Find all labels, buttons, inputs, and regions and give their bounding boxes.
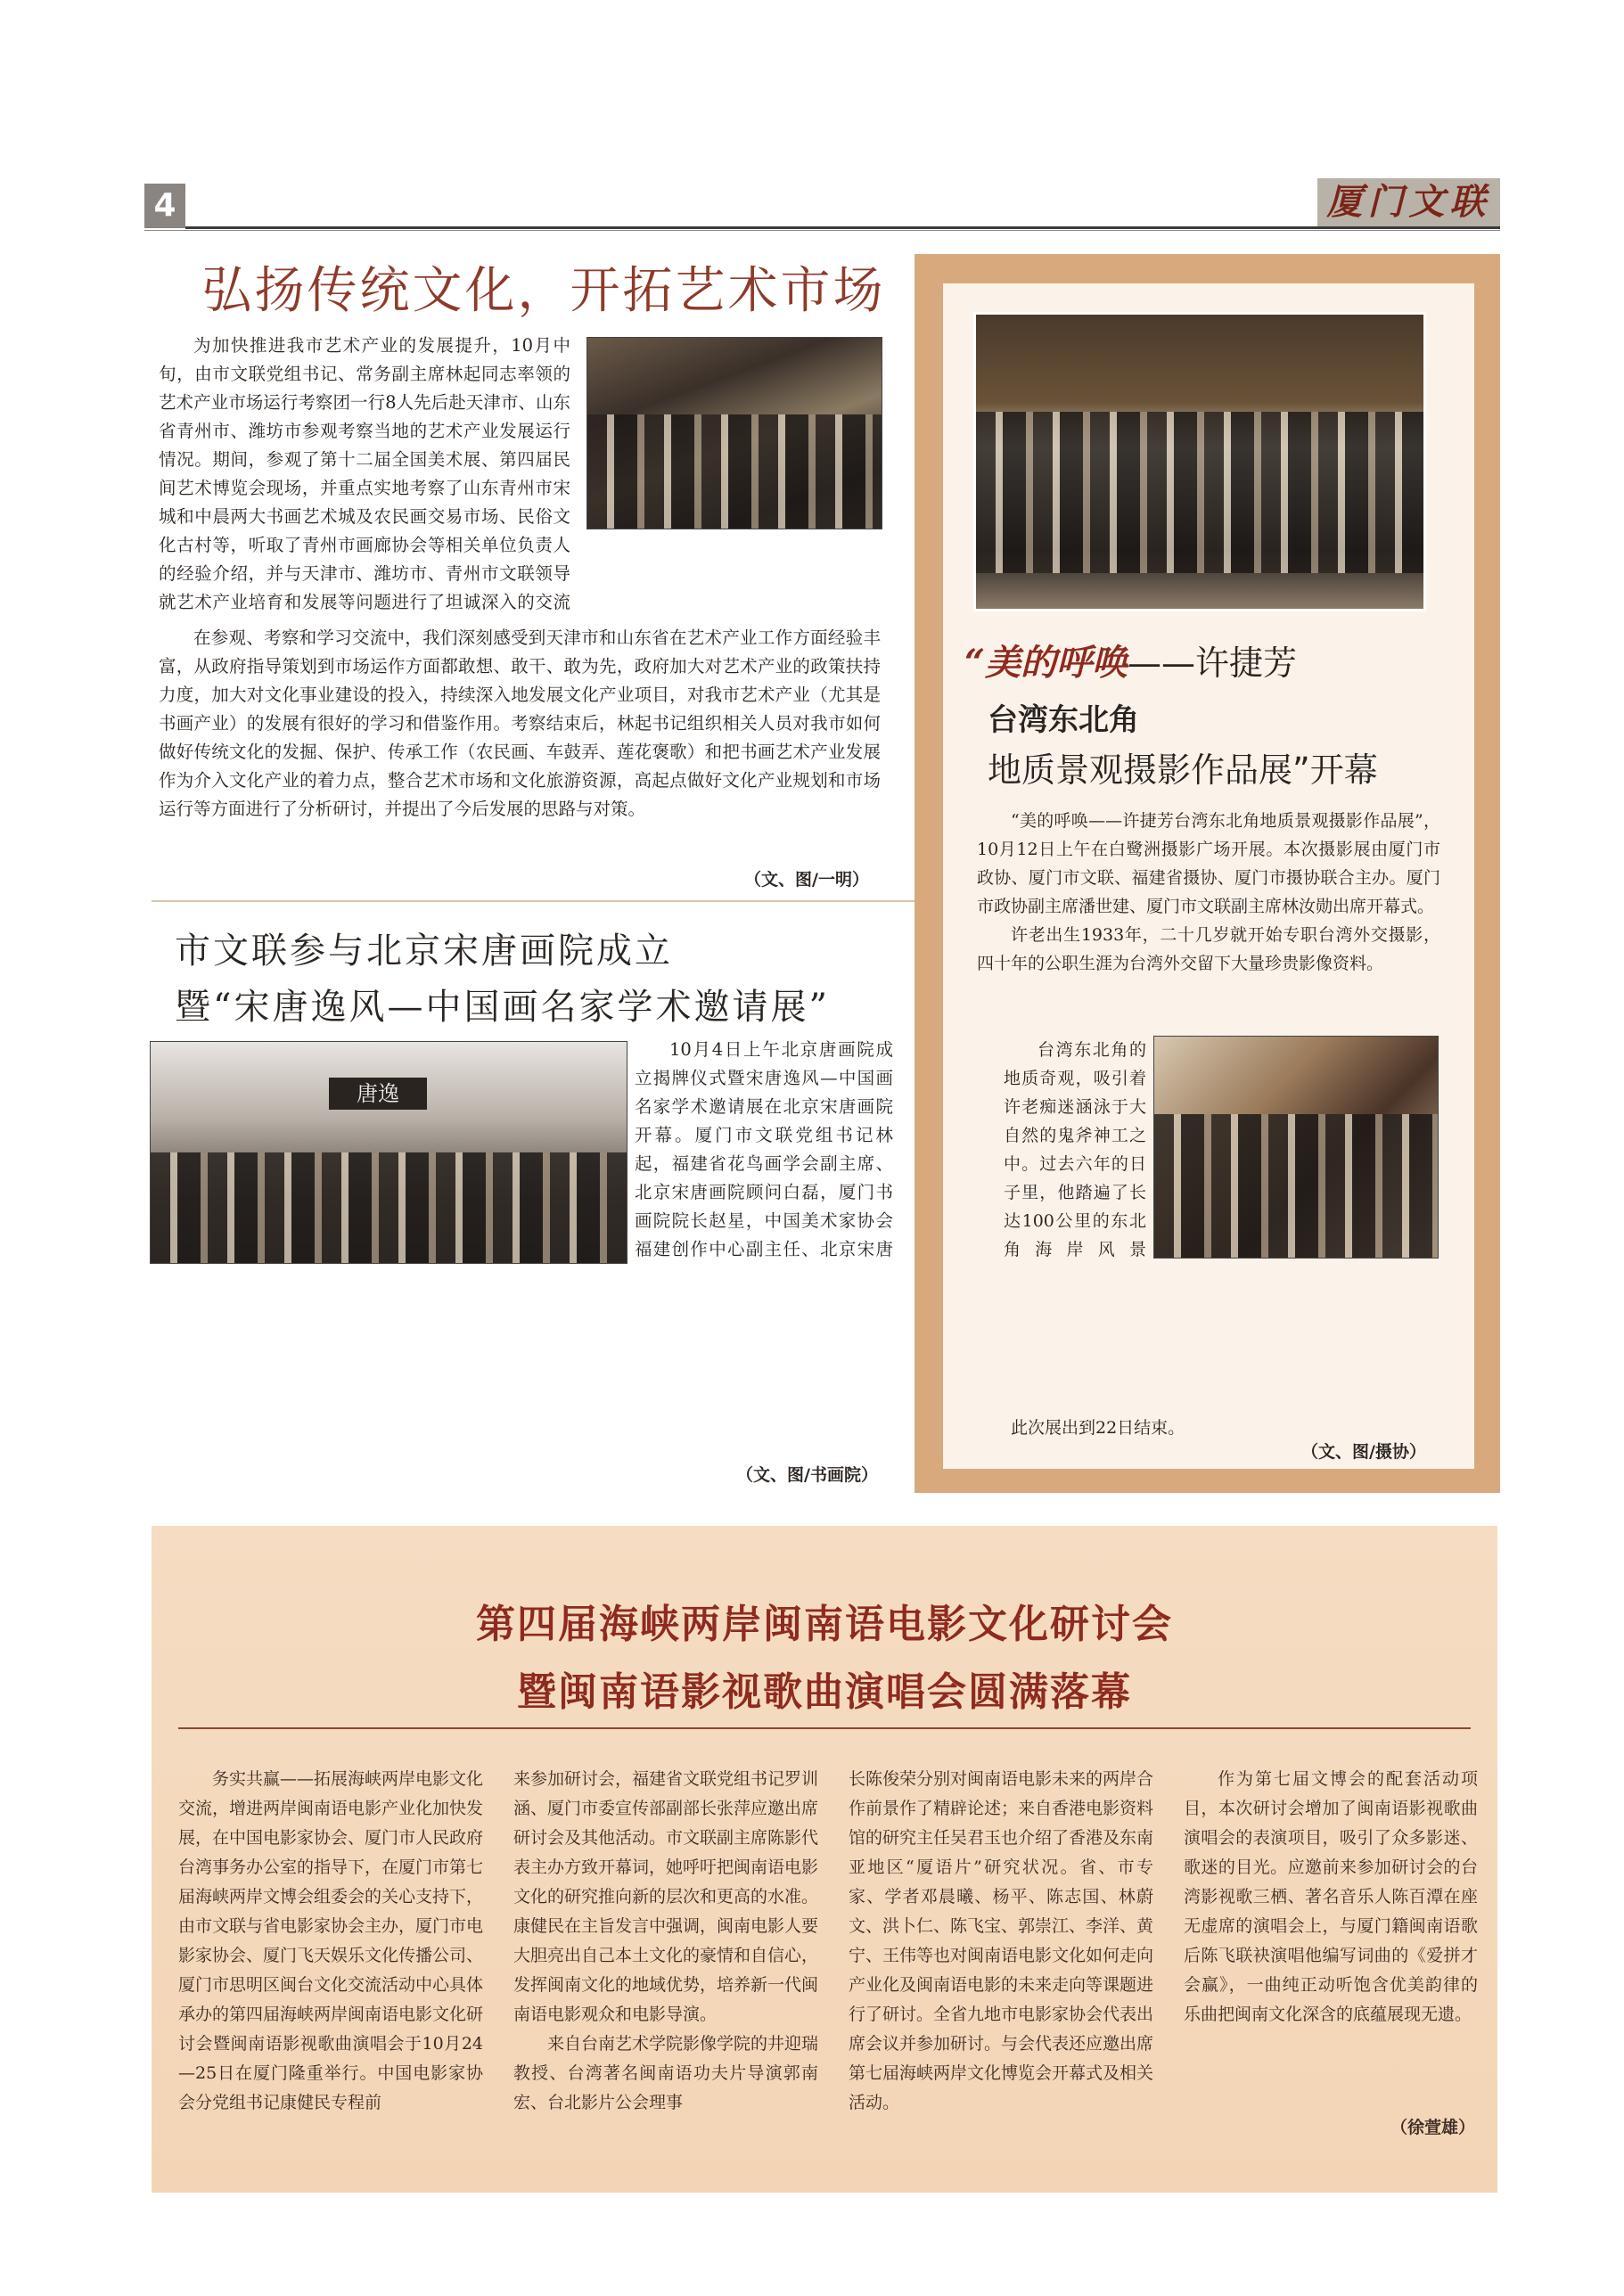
article4-column-3 <box>849 1765 1153 2184</box>
article1-byline: （文、图/一明） <box>744 870 869 890</box>
article2-text-narrow <box>635 1036 893 1266</box>
article3-title-row1 <box>964 635 1297 685</box>
article2-text-wide <box>159 1271 881 1442</box>
article1-text-narrow <box>159 332 570 617</box>
article4-column-1 <box>178 1765 483 2184</box>
article2-paragraph: 10月4日上午北京唐画院成立揭牌仪式暨宋唐逸风—中国画名家学术邀请展在北京宋唐画院开幕。厦门市文联党组书记林起，福建省花鸟画学会副主席、北京宋唐画院顾问白磊，厦门书画院院长赵星，中国美术家协会福建创作中心副主任、北京宋唐 <box>635 1039 893 1259</box>
article1-text-wide <box>159 624 881 866</box>
article2-title-line2: 暨“宋唐逸风—中国画名家学术邀请展” <box>175 987 830 1028</box>
article4-byline: （徐萱雄） <box>1390 2118 1476 2137</box>
page-number: 4 <box>144 184 185 228</box>
article3-title-a: “美的呼唤 <box>964 642 1128 684</box>
article3-photo-group <box>973 312 1426 611</box>
masthead-logo: 厦门文联 <box>1317 178 1500 226</box>
header-rule-thin <box>144 230 1500 231</box>
article3-title-d: 地质景观摄影作品展”开幕 <box>988 750 1378 790</box>
article4-col4-text: 作为第七届文博会的配套活动项目，本次研讨会增加了闽南语影视歌曲演唱会的表演项目，吸引了众多影迷、歌迷的目光。应邀前来参加研讨会的台湾影视歌三栖、著名音乐人陈百潭在座无虚席的演唱会上，与厦门籍闽南语歌后陈飞联袂演唱他编写词曲的《爱拼才会赢》，一曲纯正动听饱含优美韵律的乐曲把闽南文化深含的底蕴展现无遗。 <box>1184 1769 1478 2024</box>
article3-paragraph-4: 此次展出到22日结束。 <box>1011 1418 1185 1438</box>
article4-col1-text: 务实共赢——拓展海峡两岸电影文化交流，增进两岸闽南语电影产业化加快发展，在中国电影家协会、厦门市人民政府台湾事务办公室的指导下，在厦门市第七届海峡两岸文博会组委会的关心支持下，由市文联与省电影家协会主办，厦门市电影家协会、厦门飞天娱乐文化传播公司、厦门市思明区闽台文化交流活动中心具体承办的第四届海峡两岸闽南语电影文化研讨会暨闽南语影视歌曲演唱会于10月24—25日在厦门隆重举行。中国电影家协会分党组书记康健民专程前 <box>178 1769 483 2112</box>
photo-people-shape <box>151 1152 627 1263</box>
article3-body-narrow <box>1004 1036 1146 1266</box>
article1-title: 弘扬传统文化，开拓艺术市场 <box>201 262 886 320</box>
article1-paragraph-1: 为加快推进我市艺术产业的发展提升，10月中旬，由市文联党组书记、常务副主席林起同志率领的艺术产业市场运行考察团一行8人先后赴天津市、山东省青州市、潍坊市参观考察当地的艺术产业发展运行情况。期间，参观了第十二届全国美术展、第四届民间艺术博览会现场，并重点实地考察了山东青州市宋城和中晨两大书画艺术城及农民画交易市场、民俗文化古村等，听取了青州市画廊协会等相关单位负责人的经验介绍，并与天津市、潍坊市、青州市文联领导就艺术产业培育和发展等问题进行了坦诚深入的交流 <box>159 335 570 612</box>
article1-photo <box>586 337 882 529</box>
photo-sign: 唐逸 <box>329 1078 427 1110</box>
article3-byline: （文、图/摄协） <box>1301 1442 1426 1462</box>
article3-paragraph-3: 台湾东北角的地质奇观，吸引着许老痴迷涵泳于大自然的鬼斧神工之中。过去六年的日子里，他踏遍了长达100公里的东北角海岸风景 <box>1004 1040 1146 1259</box>
article1-paragraph-2: 在参观、考察和学习交流中，我们深刻感受到天津市和山东省在艺术产业工作方面经验丰富，从政府指导策划到市场运作方面都敢想、敢干、敢为先，政府加大对艺术产业的政策扶持力度，加大对文化事业建设的投入，持续深入地发展文化产业项目，对我市艺术产业（尤其是书画产业）的发展有很好的学习和借鉴作用。考察结束后，林起书记组织相关人员对我市如何做好传统文化的发掘、保护、传承工作（农民画、车鼓弄、莲花褒歌）和把书画艺术产业发展作为介入文化产业的着力点，整合艺术市场和文化旅游资源，高起点做好文化产业规划和市场运行等方面进行了分析研讨，并提出了今后发展的思路与对策。 <box>159 627 881 819</box>
article3-paragraph-1: “美的呼唤——许捷芳台湾东北角地质景观摄影作品展”，10月12日上午在白鹭洲摄影广场开展。本次摄影展由厦门市政协、厦门市文联、福建省摄协、厦门市摄协联合主办。厦门市政协副主席潘世建、厦门市文联副主席林汝勋出席开幕式。 <box>977 811 1440 916</box>
article3-title-b: ——许捷芳 <box>1128 644 1298 683</box>
article3-title-c: 台湾东北角 <box>988 702 1139 738</box>
article4-column-2 <box>513 1765 818 2184</box>
bottom-title-rule <box>178 1727 1471 1729</box>
article4-title-line2: 暨闽南语影视歌曲演唱会圆满落幕 <box>517 1669 1132 1715</box>
photo-people-shape <box>1154 1114 1438 1258</box>
article4-title-line1: 第四届海峡两岸闽南语电影文化研讨会 <box>476 1602 1173 1647</box>
article4-column-4 <box>1184 1765 1478 2112</box>
photo-people-shape <box>587 414 882 529</box>
article2-photo <box>150 1041 627 1264</box>
header-rule <box>185 226 1500 229</box>
article2-title-line1: 市文联参与北京宋唐画院成立 <box>175 931 673 972</box>
article4-col2-text-2: 来自台南艺术学院影像学院的井迎瑞教授、台湾著名闽南语功夫片导演郭南宏、台北影片公会理事 <box>513 2034 818 2112</box>
section-divider <box>152 900 925 902</box>
article3-body-top <box>977 807 1440 978</box>
article4-col3-text: 长陈俊荣分别对闽南语电影未来的两岸合作前景作了精辟论述；来自香港电影资料馆的研究主任吴君玉也介绍了香港及东南亚地区“厦语片”研究状况。省、市专家、学者邓晨曦、杨平、陈志国、林蔚文、洪卜仁、陈飞宝、郭崇江、李洋、黄宁、王伟等也对闽南语电影文化如何走向产业化及闽南语电影的未来走向等课题进行了研讨。全省九地市电影家协会代表出席会议并参加研讨。与会代表还应邀出席第七届海峡两岸文化博览会开幕式及相关活动。 <box>849 1769 1153 2112</box>
article3-paragraph-2: 许老出生1933年，二十几岁就开始专职台湾外交摄影，四十年的公职生涯为台湾外交留下大量珍贵影像资料。 <box>977 925 1440 973</box>
article3-photo-signing <box>1153 1036 1439 1259</box>
article2-byline: （文、图/书画院） <box>736 1465 878 1485</box>
article4-col2-text: 来参加研讨会，福建省文联党组书记罗训涵、厦门市委宣传部副部长张萍应邀出席研讨会及其他活动。市文联副主席陈影代表主办方致开幕词，她呼吁把闽南语电影文化的研究推向新的层次和更高的水准。康健民在主旨发言中强调，闽南电影人要大胆亮出自己本土文化的豪情和自信心，发挥闽南文化的地域优势，培养新一代闽南语电影观众和电影导演。 <box>513 1769 818 2024</box>
photo-people-shape <box>976 412 1423 574</box>
